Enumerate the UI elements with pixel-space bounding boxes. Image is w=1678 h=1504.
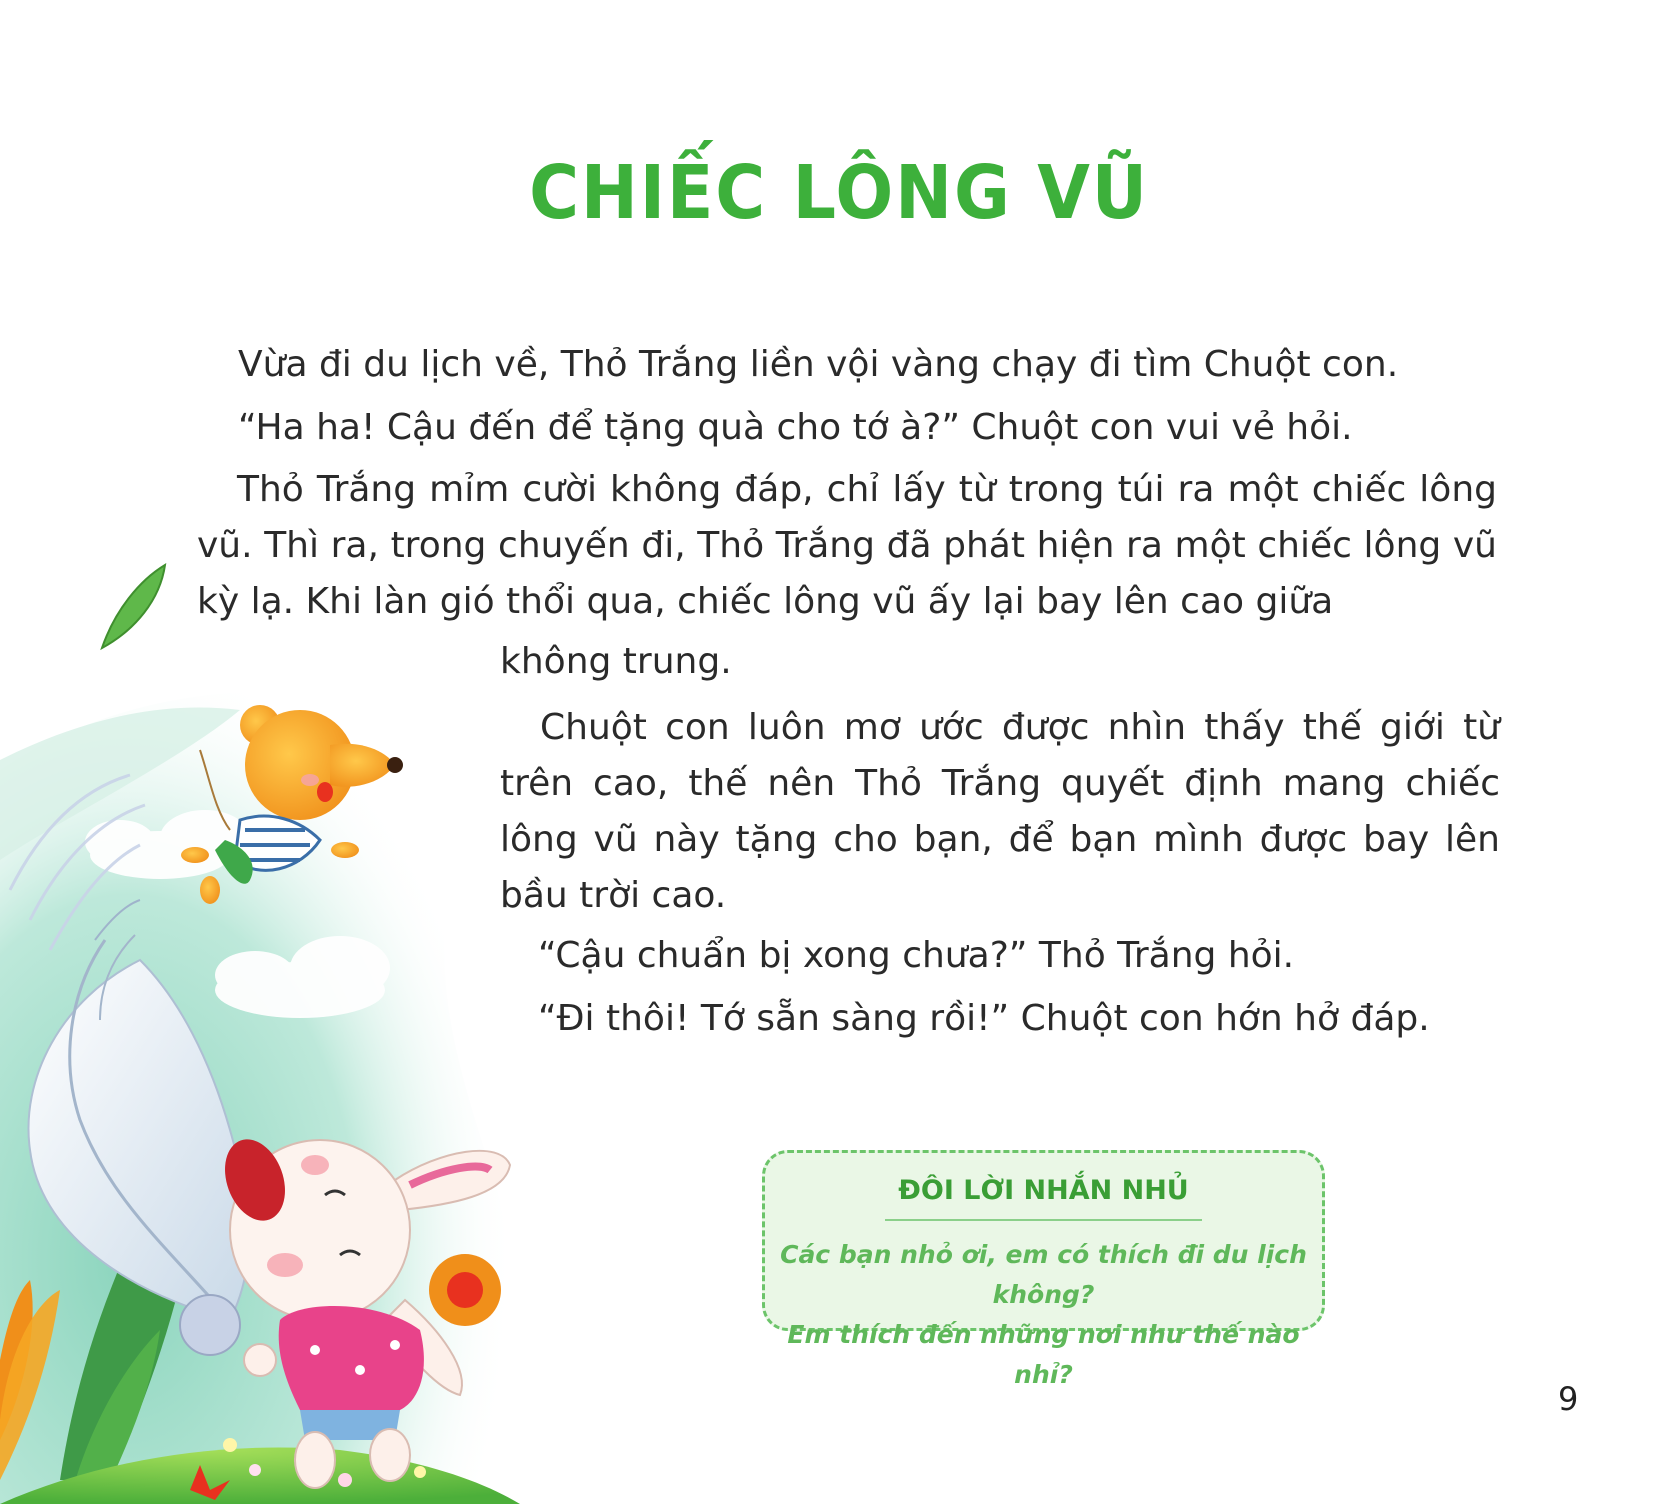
advice-line-2: Em thích đến những nơi như thế nào nhỉ?	[787, 1320, 1300, 1389]
leaf-icon	[102, 565, 165, 648]
story-paragraph-3-continued: không trung.	[500, 641, 732, 682]
story-paragraph-2: “Ha ha! Cậu đến để tặng quà cho tớ à?” Chuột con vui vẻ hỏi.	[238, 407, 1353, 448]
advice-box	[762, 1150, 1325, 1389]
advice-title: ĐÔI LỜI NHẮN NHỦ	[898, 1175, 1189, 1206]
story-paragraph-5: “Cậu chuẩn bị xong chưa?” Thỏ Trắng hỏi.	[538, 935, 1295, 976]
story-paragraph-4: Chuột con luôn mơ ước được nhìn thấy thế giới từ trên cao, thế nên Thỏ Trắng quyết định mang chiếc lông vũ này tặng cho bạn, để bạn mình được bay lên bầu trời cao.	[500, 707, 1500, 916]
page-number: 9	[1558, 1380, 1579, 1418]
story-paragraph-6: “Đi thôi! Tớ sẵn sàng rồi!” Chuột con hớn hở đáp.	[538, 998, 1430, 1039]
advice-divider	[885, 1219, 1202, 1221]
story-paragraph-3: Thỏ Trắng mỉm cười không đáp, chỉ lấy từ trong túi ra một chiếc lông vũ. Thì ra, trong chuyến đi, Thỏ Trắng đã phát hiện ra một chiếc lông vũ kỳ lạ. Khi làn gió thổi qua, chiếc lông vũ ấy lại bay lên cao giữa	[197, 469, 1497, 622]
advice-line-1: Các bạn nhỏ ơi, em có thích đi du lịch không?	[780, 1240, 1307, 1309]
advice-body	[775, 1235, 1312, 1395]
page-title: CHIẾC LÔNG VŨ	[529, 150, 1149, 236]
story-paragraph-1: Vừa đi du lịch về, Thỏ Trắng liền vội vàng chạy đi tìm Chuột con.	[238, 344, 1399, 385]
